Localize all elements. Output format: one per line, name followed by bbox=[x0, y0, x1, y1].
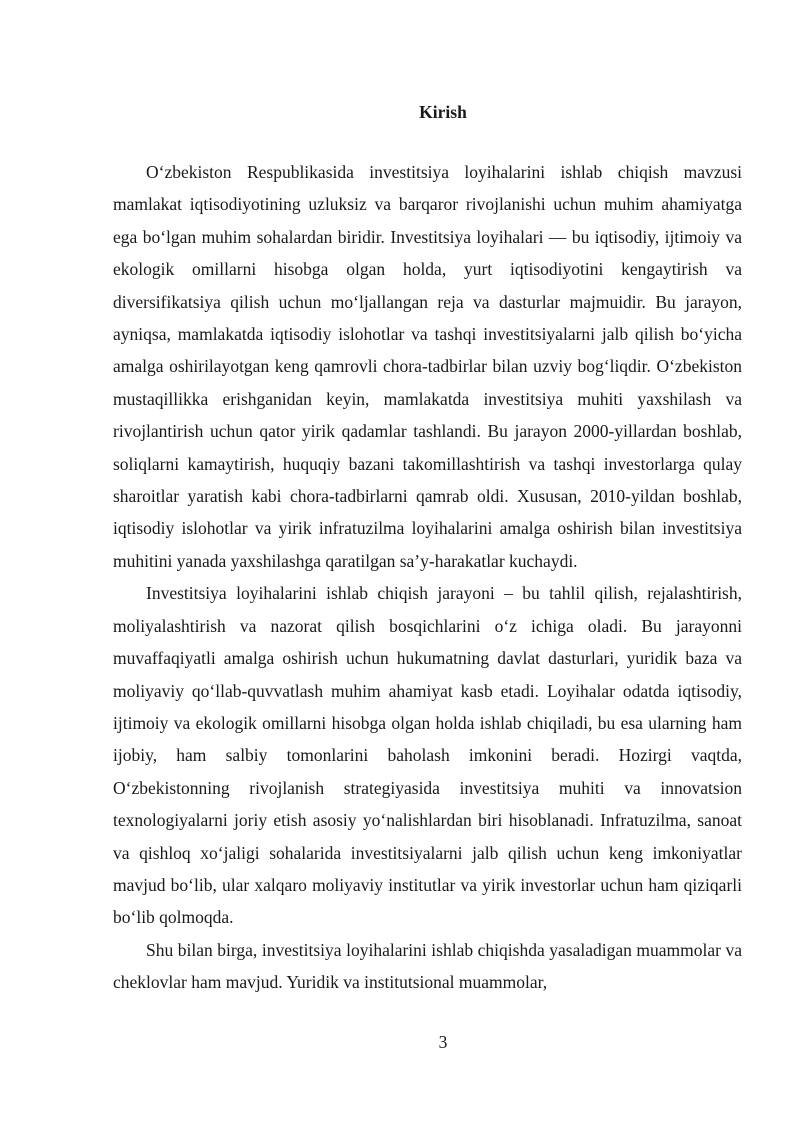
paragraph-3: Shu bilan birga, investitsiya loyihalarini ishlab chiqishda yasaladigan muammolar va cheklovlar ham mavjud. Yuridik va institutsional muammolar, bbox=[113, 939, 742, 993]
paragraph-2: Investitsiya loyihalarini ishlab chiqish jarayoni – bu tahlil qilish, rejalashtirish, moliyalashtirish va nazorat qilish bosqichlarini o‘z ichiga oladi. Bu jarayonni muvaffaqiyatli amalga oshirish uchun hukumatning davlat dasturlari, yuridik baza va moliyaviy qo‘llab-quvvatlash muhim ahamiyat kasb etadi. Loyihalar odatda iqtisodiy, ijtimoiy va ekologik omillarni hisobga olgan holda ishlab chiqiladi, bu esa ularning ham ijobiy, ham salbiy tomonlarini baholash imkonini beradi. Hozirgi vaqtda, O‘zbekistonning rivojlanish strategiyasida investitsiya muhiti va innovatsion texnologiyalarni joriy etish asosiy yo‘nalishlardan biri hisoblanadi. Infratuzilma, sanoat va qishloq xo‘jaligi sohalarida investitsiyalarni jalb qilish uchun keng imkoniyatlar mavjud bo‘lib, ular xalqaro moliyaviy institutlar va yirik investorlar uchun ham qiziqarli bo‘lib qolmoqda. bbox=[113, 583, 742, 928]
body-text bbox=[113, 156, 742, 999]
page-number: 3 bbox=[438, 1032, 448, 1052]
paragraph-1: O‘zbekiston Respublikasida investitsiya loyihalarini ishlab chiqish mavzusi mamlakat iqtisodiyotining uzluksiz va barqaror rivojlanishi uchun muhim ahamiyatga ega bo‘lgan muhim sohalardan biridir. Investitsiya loyihalari — bu iqtisodiy, ijtimoiy va ekologik omillarni hisobga olgan holda, yurt iqtisodiyotini kengaytirish va diversifikatsiya qilish uchun mo‘ljallangan reja va dasturlar majmuidir. Bu jarayon, ayniqsa, mamlakatda iqtisodiy islohotlar va tashqi investitsiyalarni jalb qilish bo‘yicha amalga oshirilayotgan keng qamrovli chora-tadbirlar bilan uzviy bog‘liqdir. O‘zbekiston mustaqillikka erishganidan keyin, mamlakatda investitsiya muhiti yaxshilash va rivojlantirish uchun qator yirik qadamlar tashlandi. Bu jarayon 2000-yillardan boshlab, soliqlarni kamaytirish, huquqiy bazani takomillashtirish va tashqi investorlarga qulay sharoitlar yaratish kabi chora-tadbirlarni qamrab oldi. Xususan, 2010-yildan boshlab, iqtisodiy islohotlar va yirik infratuzilma loyihalarini amalga oshirish bilan investitsiya muhitini yanada yaxshilashga qaratilgan sa’y-harakatlar kuchaydi. bbox=[113, 162, 742, 571]
page-title: Kirish bbox=[419, 102, 467, 122]
